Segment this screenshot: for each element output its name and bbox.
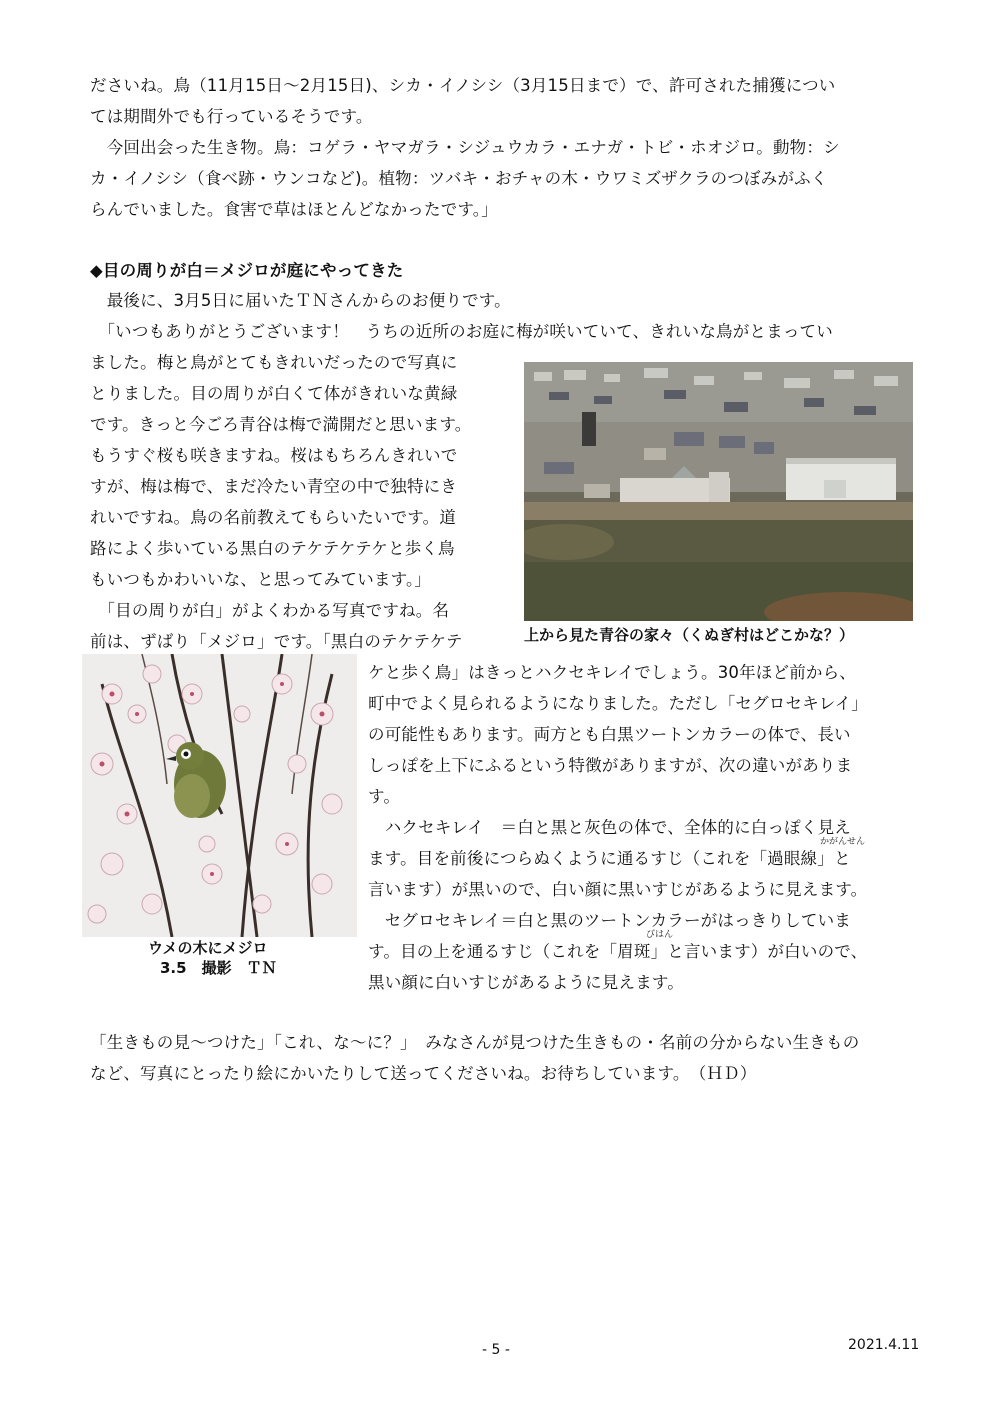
ruby-kaganzen: かがんせん — [820, 837, 866, 847]
body-text-line: れいですね。鳥の名前教えてもらいたいです。道 — [90, 508, 457, 527]
page-number: - 5 - — [482, 1342, 510, 1358]
body-text-line: とりました。目の周りが白くて体がきれいな黄緑 — [90, 384, 458, 403]
body-text-line: 路によく歩いている黒白のテケテケテケと歩く鳥 — [90, 539, 455, 558]
body-text-line: 言います）が黒いので、白い顔に黒いすじがあるように見えます。 — [368, 880, 868, 899]
body-text-line: す。 — [368, 787, 401, 806]
body-text-line: など、写真にとったり絵にかいたりして送ってくださいね。お待ちしています。 （ＨＤ） — [90, 1064, 757, 1083]
body-text-line: ます。目を前後につらぬくように通るすじ（これを「過眼線」と — [368, 849, 851, 868]
body-text-line: ケと歩く鳥」はきっとハクセキレイでしょう。30年ほど前から、 — [368, 663, 857, 682]
body-text-line: すが、梅は梅で、まだ冷たい青空の中で独特にき — [90, 477, 458, 496]
body-text-line: セグロセキレイ＝白と黒のツートンカラーがはっきりしていま — [368, 911, 851, 930]
body-text-line: ハクセキレイ ＝白と黒と灰色の体で、全体的に白っぽく見え — [368, 818, 851, 837]
body-text-line: ては期間外でも行っているそうです。 — [90, 107, 373, 126]
village-photo-caption: 上から見た青谷の家々（くぬぎ村はどこかな？） — [524, 626, 855, 644]
section-heading: ◆目の周りが白＝メジロが庭にやってきた — [90, 261, 404, 280]
body-text-line: 黒い顔に白いすじがあるように見えます。 — [368, 973, 684, 992]
body-text-line: です。きっと今ごろ青谷は梅で満開だと思います。 — [90, 415, 472, 434]
body-text-line: 「目の周りが白」がよくわかる写真ですね。名 — [90, 601, 450, 620]
ruby-bihan: びはん — [646, 930, 674, 940]
mejiro-photo — [82, 654, 357, 937]
body-text-line: 町中でよく見られるようになりました。ただし「セグロセキレイ」 — [368, 694, 869, 713]
body-text-line: の可能性もあります。両方とも白黒ツートンカラーの体で、長い — [368, 725, 851, 744]
body-text-line: もいつもかわいいな、と思ってみています。」 — [90, 570, 432, 589]
body-text-line: 前は、ずばり「メジロ」です。「黒白のテケテケテ — [90, 632, 463, 651]
body-text-line: 「いつもありがとうございます！ うちの近所のお庭に梅が咲いていて、きれいな鳥がとまってい — [90, 322, 833, 341]
body-text-line: す。目の上を通るすじ（これを「眉斑」と言います）が白いので、 — [368, 942, 868, 961]
body-text-line: ださいね。鳥（11月15日〜2月15日)、シカ・イノシシ（3月15日まで）で、許可された捕獲につい — [90, 76, 836, 95]
mejiro-photo-caption: 3.5 撮影 ＴＮ — [160, 959, 277, 977]
body-text-line: カ・イノシシ（食べ跡・ウンコなど)。植物：ツバキ・おチャの木・ウワミズザクラのつぼみがふく — [90, 169, 828, 188]
mejiro-photo-caption: ウメの木にメジロ — [148, 939, 268, 957]
body-text-line: 今回出会った生き物。鳥：コゲラ・ヤマガラ・シジュウカラ・エナガ・トビ・ホオジロ。動物：シ — [90, 138, 840, 157]
issue-date: 2021.4.11 — [848, 1337, 920, 1353]
body-text-line: しっぽを上下にふるという特徴がありますが、次の違いがありま — [368, 756, 853, 775]
body-text-line: もうすぐ桜も咲きますね。桜はもちろんきれいで — [90, 446, 458, 465]
village-photo — [524, 362, 913, 621]
body-text-line: ました。梅と鳥がとてもきれいだったので写真に — [90, 353, 458, 372]
body-text-line: 「生きもの見〜つけた」「これ、な〜に？」 みなさんが見つけた生きもの・名前の分からない生きもの — [90, 1033, 860, 1052]
body-text-line: 最後に、3月5日に届いたＴＮさんからのお便りです。 — [90, 291, 511, 310]
body-text-line: らんでいました。食害で草はほとんどなかったです。」 — [90, 200, 498, 219]
